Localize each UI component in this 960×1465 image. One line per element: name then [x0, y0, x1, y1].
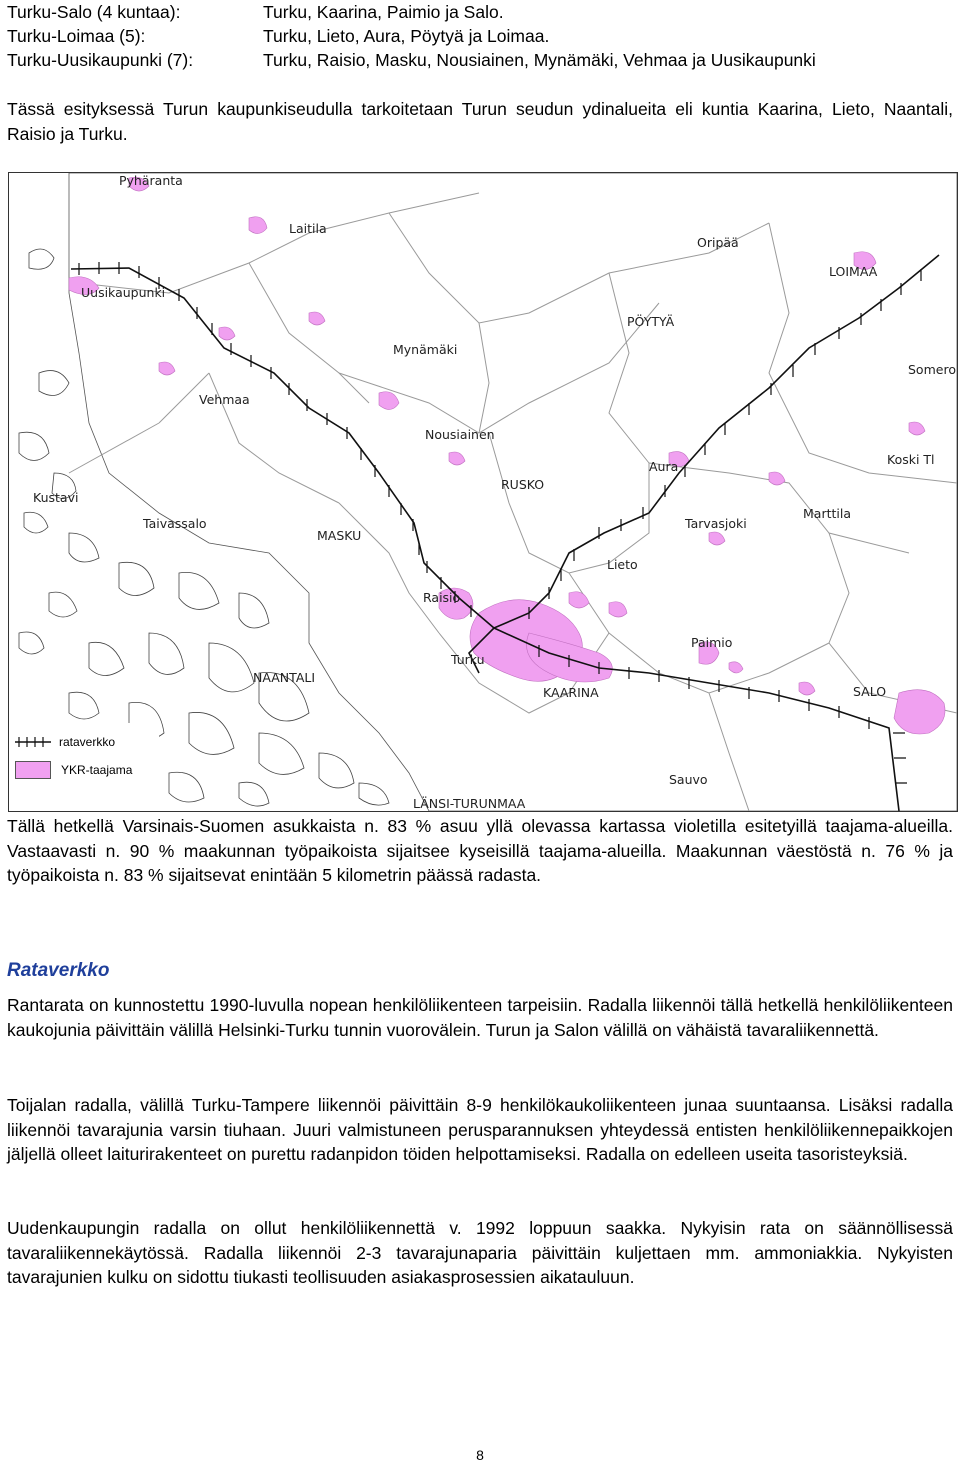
map-label: Lieto [607, 557, 638, 572]
map-label: Aura [649, 459, 679, 474]
map-legend [9, 723, 159, 795]
region-map [8, 172, 958, 812]
map-label: Kustavi [33, 490, 79, 505]
map-label: Marttila [803, 506, 851, 521]
legend-label: rataverkko [59, 735, 116, 749]
map-label: Somero [908, 362, 956, 377]
map-label: LÄNSI-TURUNMAA [413, 796, 526, 811]
map-label: PÖYTYÄ [627, 314, 675, 329]
rail-legend-icon [15, 736, 51, 748]
paragraph-toijala: Toijalan radalla, välillä Turku-Tampere liikennöi päivittäin 8-9 henkilökaukoliikenteen junaa suuntaansa. Lisäksi radalla liikennöi tavarajunia varsin tiuhaan. Juuri valmistuneen perusparannuksen yhteydessä entisten henkilöliikennepaikkojen jäljellä olleet laiturirakenteet on purettu radanpidon töiden helpottamiseksi. Radalla on edelleen useita tasoristeyksiä. [7, 1095, 953, 1164]
region-row [7, 48, 816, 72]
map-label: Turku [451, 652, 485, 667]
map-label: Nousiainen [425, 427, 495, 442]
map-label: Mynämäki [393, 342, 458, 357]
paragraph-population: Tällä hetkellä Varsinais-Suomen asukkaista n. 83 % asuu yllä olevassa kartassa violetilla esitetyillä taajama-alueilla. Vastaavasti n. 90 % maakunnan työpaikoista sijaitsee kyseisillä taajama-alueilla. Maakunnan väestöstä n. 76 % ja työpaikoista n. 83 % sijaitsevat enintään 5 kilometrin päässä radasta. [7, 816, 953, 885]
intro-paragraph: Tässä esityksessä Turun kaupunkiseudulla tarkoitetaan Turun seudun ydinalueita eli kuntia Kaarina, Lieto, Naantali, Raisio ja Turku. [7, 99, 953, 144]
map-label: SALO [853, 684, 887, 699]
map-label: Oripää [697, 235, 739, 250]
region-name: Turku-Salo (4 kuntaa): [7, 2, 181, 22]
settlement-swatch-icon [15, 761, 51, 779]
region-row [7, 0, 816, 24]
map-label: Koski Tl [887, 452, 935, 467]
region-members: Turku, Lieto, Aura, Pöytyä ja Loimaa. [263, 26, 550, 46]
map-label: Tarvasjoki [685, 516, 747, 531]
map-label: Uusikaupunki [81, 285, 166, 300]
map-label: Pyhäranta [119, 173, 183, 188]
map-label: Vehmaa [199, 392, 250, 407]
map-label: Laitila [289, 221, 327, 236]
paragraph-rantarata: Rantarata on kunnostettu 1990-luvulla nopean henkilöliikenteen tarpeisiin. Radalla liikennöi tällä hetkellä henkilöliikenteen kaukojunia päivittäin välillä Helsinki-Turku tunnin vuorovälein. Turun ja Salon välillä on vähäistä tavaraliikennettä. [7, 995, 953, 1040]
map-label: Sauvo [669, 772, 708, 787]
section-heading: Rataverkko [7, 960, 110, 981]
map-label: Raisio [423, 590, 461, 605]
map-canvas [9, 173, 957, 811]
map-label: RUSKO [501, 477, 545, 492]
region-list [7, 0, 816, 72]
map-label: NAANTALI [253, 670, 316, 685]
paragraph-uusikaupunki: Uudenkaupungin radalla on ollut henkilöliikennettä v. 1992 loppuun saakka. Nykyisin rata on säännöllisessä tavaraliikennekäytössä. Radalla liikennöi 2-3 tavarajunaparia päivittäin kuljettaen mm. ammoniakkia. Nykyisten tavarajunien kulku on sidottu tiukasti teollisuuden asiakasprosessien aikatauluun. [7, 1218, 953, 1287]
region-name: Turku-Loimaa (5): [7, 26, 146, 46]
legend-item-rail [15, 735, 115, 749]
map-label: Paimio [691, 635, 733, 650]
map-label: MASKU [317, 528, 362, 543]
map-label: KAARINA [543, 685, 599, 700]
map-label: Taivassalo [143, 516, 207, 531]
region-name: Turku-Uusikaupunki (7): [7, 50, 194, 70]
page-number: 8 [476, 1447, 484, 1463]
region-members: Turku, Kaarina, Paimio ja Salo. [263, 2, 504, 22]
legend-label: YKR-taajama [61, 763, 133, 777]
region-members: Turku, Raisio, Masku, Nousiainen, Mynämäki, Vehmaa ja Uusikaupunki [263, 50, 816, 70]
map-label: LOIMAA [829, 264, 878, 279]
region-row [7, 24, 816, 48]
legend-item-ykr [15, 761, 132, 779]
